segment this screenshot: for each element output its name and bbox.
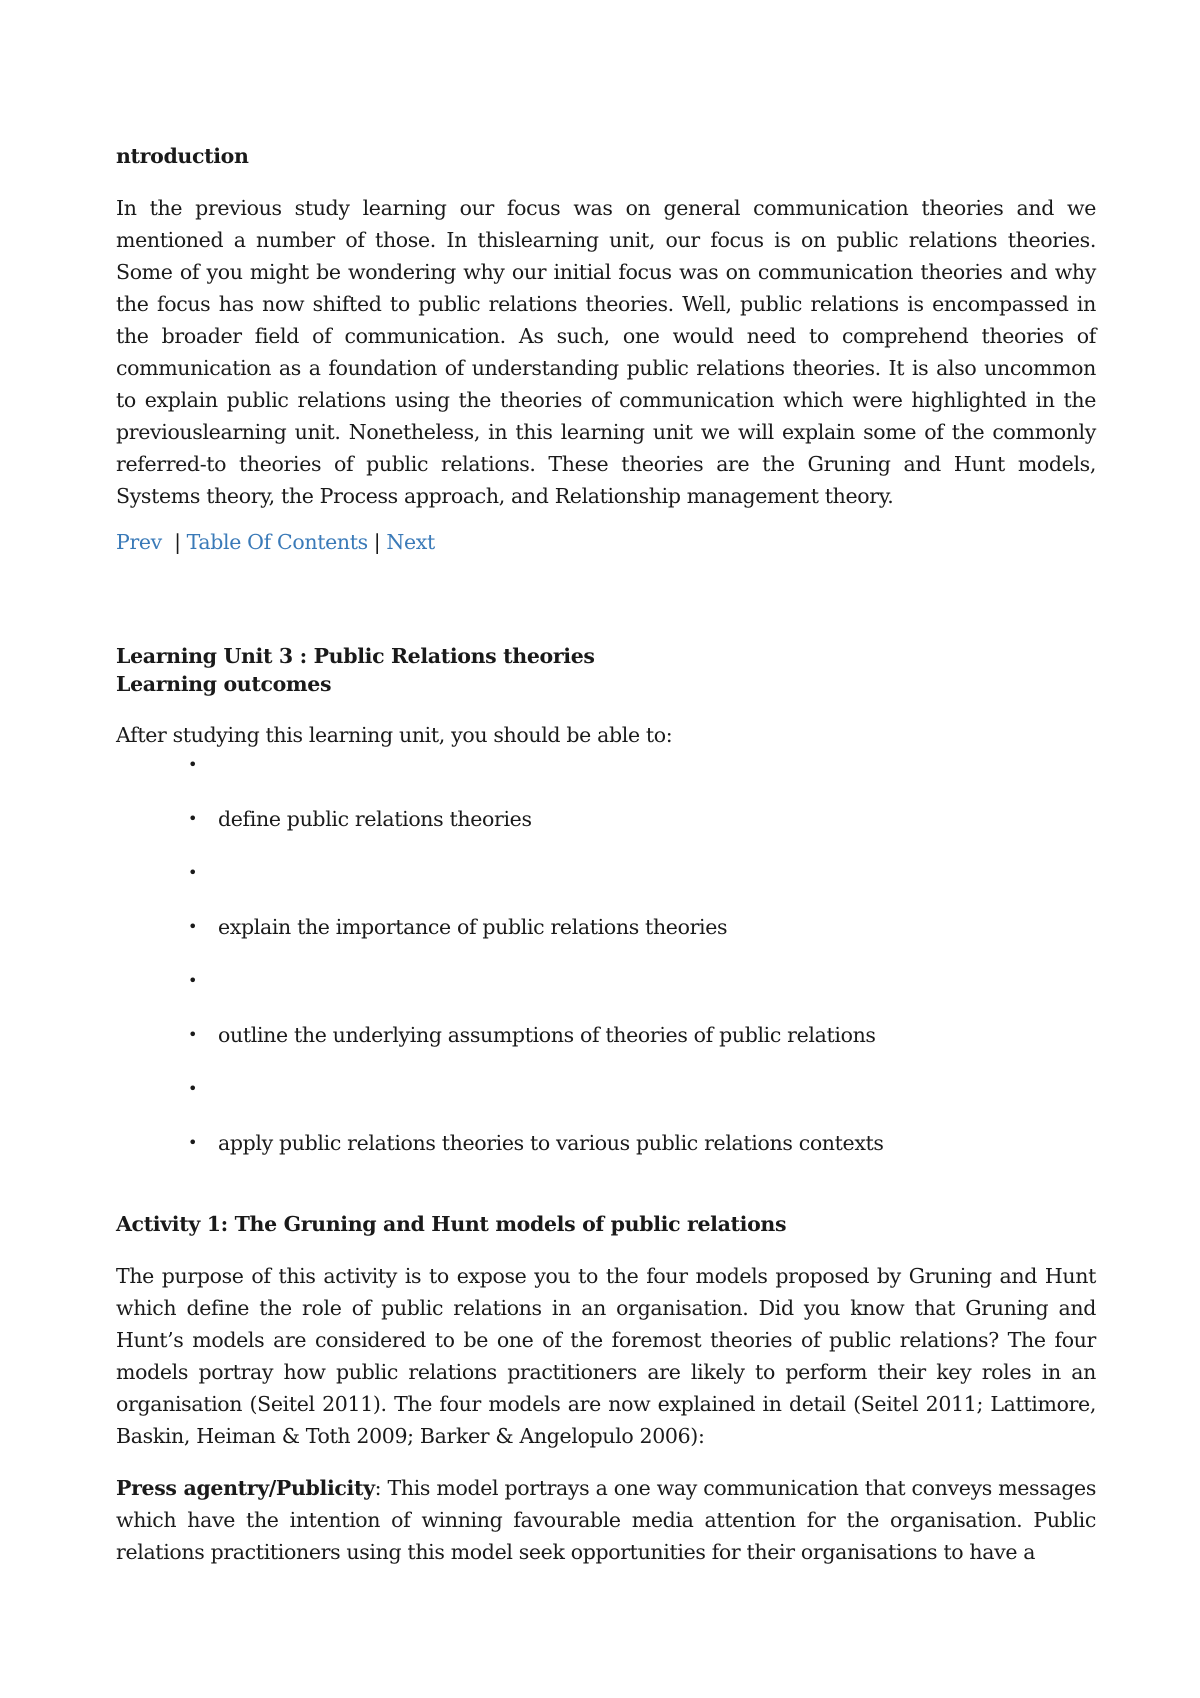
nav-separator: | xyxy=(174,530,181,554)
outcomes-list xyxy=(116,750,1096,1182)
bullet-icon: • xyxy=(188,809,198,828)
prev-link[interactable]: Prev xyxy=(116,530,162,554)
outcome-text: apply public relations theories to various public relations contexts xyxy=(218,1131,884,1155)
bullet-icon: • xyxy=(188,917,198,936)
learning-unit-heading: Learning Unit 3 : Public Relations theories xyxy=(116,644,595,668)
outcomes-intro-text: After studying this learning unit, you should be able to: xyxy=(116,723,673,747)
activity-heading: Activity 1: The Gruning and Hunt models of public relations xyxy=(116,1212,787,1236)
document-page xyxy=(116,140,1096,1568)
nav-separator: | xyxy=(373,530,381,554)
bullet-icon: • xyxy=(188,863,198,882)
list-item xyxy=(188,1128,1096,1182)
list-item xyxy=(188,858,1096,912)
outcome-text: explain the importance of public relations theories xyxy=(218,915,728,939)
learning-outcomes-heading: Learning outcomes xyxy=(116,672,332,696)
introduction-paragraph: In the previous study learning our focus was on general communication theories and we mentioned a number of those. In thislearning unit, our focus is on public relations theories. Some of you might be wondering why our initial focus was on communication theories and why the focus has now shifted to public relations theories. Well, public relations is encompassed in the broader field of communication. As such, one would need to comprehend theories of communication as a foundation of understanding public relations theories. It is also uncommon to explain public relations using the theories of communication which were highlighted in the previouslearning unit. Nonetheless, in this learning unit we will explain some of the commonly referred-to theories of public relations. These theories are the Gruning and Hunt models, Systems theory, the Process approach, and Relationship management theory. xyxy=(116,196,1096,508)
bullet-icon: • xyxy=(188,1133,198,1152)
list-item xyxy=(188,804,1096,858)
list-item xyxy=(188,750,1096,804)
bullet-icon: • xyxy=(188,755,198,774)
press-agentry-term: Press agentry/Publicity xyxy=(116,1476,375,1500)
page-navigation xyxy=(116,526,1096,558)
list-item xyxy=(188,1074,1096,1128)
activity-paragraph: The purpose of this activity is to expose you to the four models proposed by Gruning and Hunt which define the role of public relations in an organisation. Did you know that Gruning and Hunt’s models are considered to be one of the foremost theories of public relations? The four models portray how public relations practitioners are likely to perform their key roles in an organisation (Seitel 2011). The four models are now explained in detail (Seitel 2011; Lattimore, Baskin, Heiman & Toth 2009; Barker & Angelopulo 2006): xyxy=(116,1264,1096,1448)
press-agentry-text: : This model portrays a one way communication that conveys messages which have the intention of winning favourable media attention for the organisation. Public relations practitioners using this model seek opportunities for their organisations to have a xyxy=(116,1476,1096,1564)
bullet-icon: • xyxy=(188,971,198,990)
outcome-text: define public relations theories xyxy=(218,807,532,831)
list-item xyxy=(188,966,1096,1020)
table-of-contents-link[interactable]: Table Of Contents xyxy=(186,530,368,554)
next-link[interactable]: Next xyxy=(386,530,435,554)
outcome-text: outline the underlying assumptions of theories of public relations xyxy=(218,1023,876,1047)
introduction-heading: ntroduction xyxy=(116,144,249,168)
press-agentry-paragraph xyxy=(116,1472,1096,1568)
list-item xyxy=(188,912,1096,966)
bullet-icon: • xyxy=(188,1025,198,1044)
list-item xyxy=(188,1020,1096,1074)
bullet-icon: • xyxy=(188,1079,198,1098)
